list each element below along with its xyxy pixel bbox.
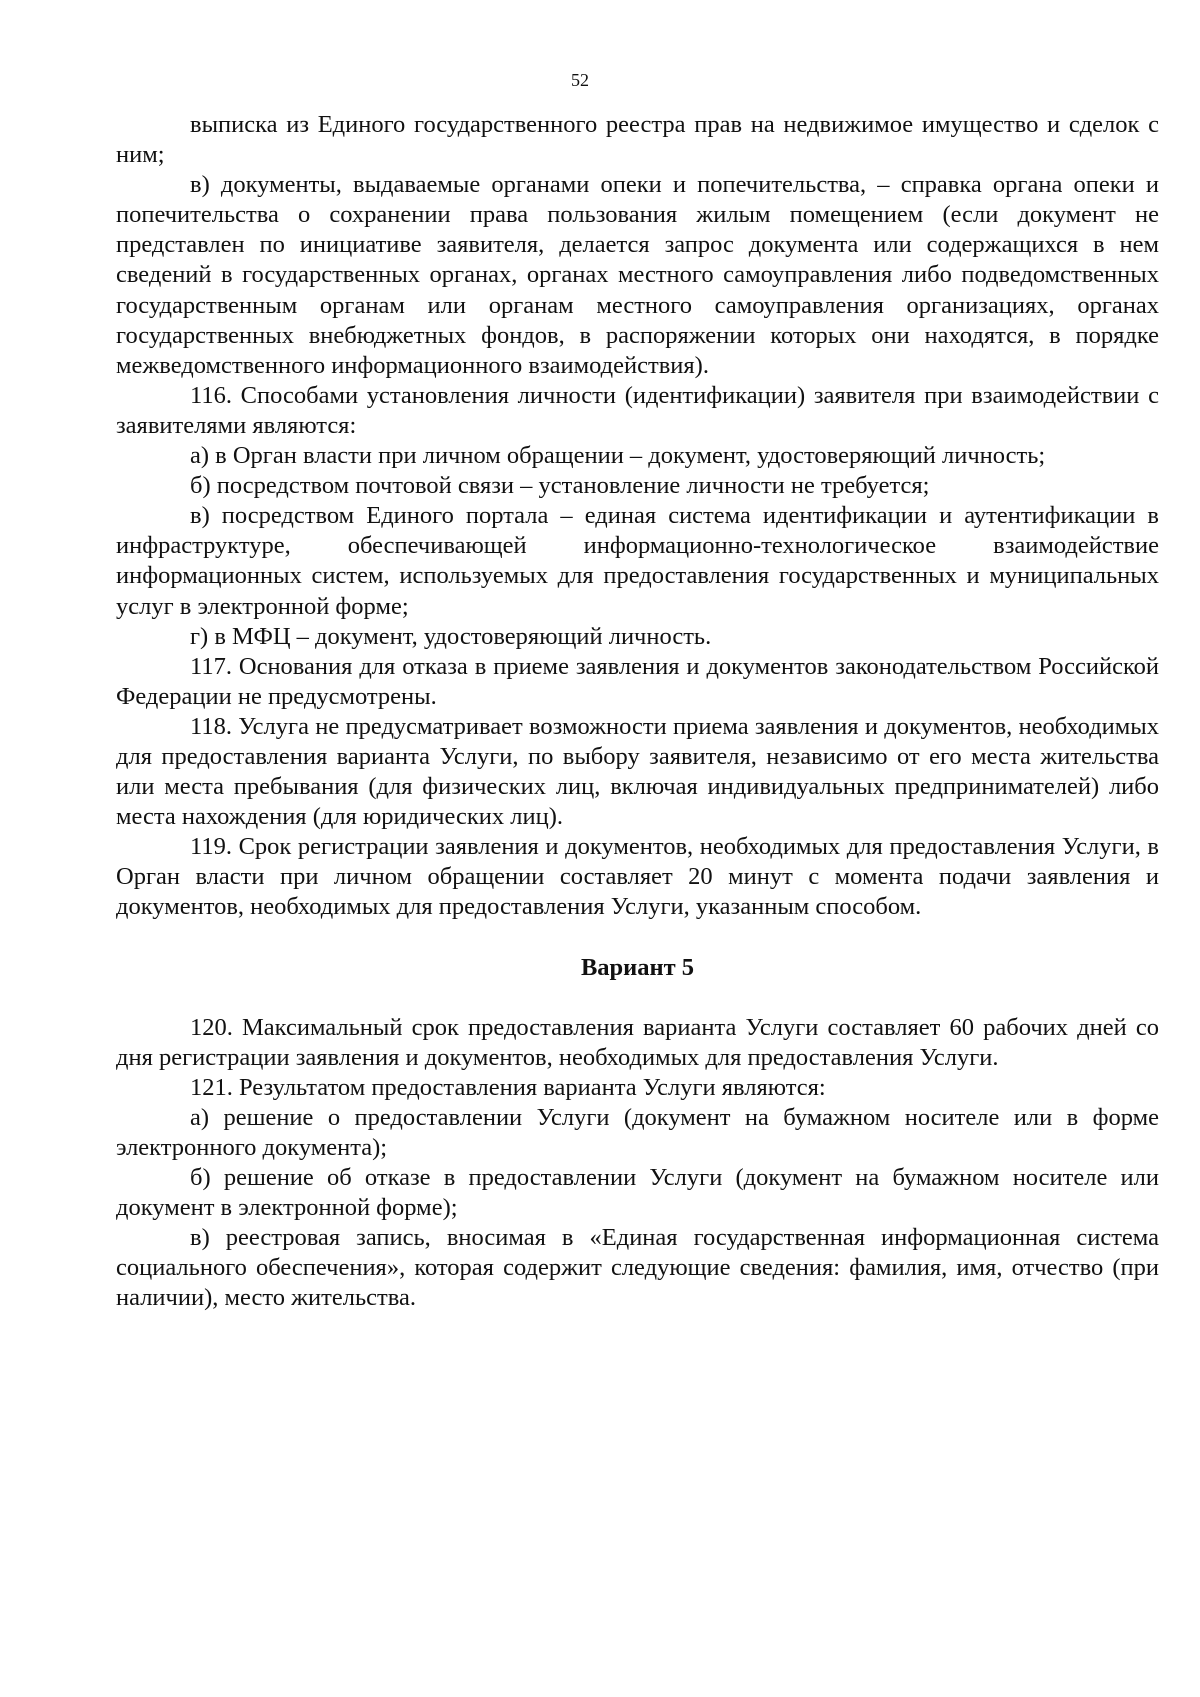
paragraph-116-b: б) посредством почтовой связи – установление личности не требуется; [190, 472, 930, 500]
paragraph-116-g: г) в МФЦ – документ, удостоверяющий личность. [190, 622, 712, 650]
paragraph-121: 121. Результатом предоставления варианта Услуги являются: [190, 1073, 826, 1101]
paragraph-116-v: в) посредством Единого портала – единая система идентификации и аутентификации в инфраструктуре, обеспечивающей информационно-технологическое взаимодействие информационных систем, используемых для предоставления государственных и муниципальных услуг в электронной форме; [116, 502, 1159, 620]
paragraph-121-v: в) реестровая запись, вносимая в «Единая государственная информационная система социального обеспечения», которая содержит следующие сведения: фамилия, имя, отчество (при наличии), место жительства. [116, 1224, 1159, 1312]
paragraph-117: 117. Основания для отказа в приеме заявления и документов законодательством Российской Федерации не предусмотрены. [116, 652, 1159, 710]
paragraph-extract-registry: выписка из Единого государственного реестра прав на недвижимое имущество и сделок с ним; [116, 111, 1159, 169]
paragraph-119: 119. Срок регистрации заявления и документов, необходимых для предоставления Услуги, в Орган власти при личном обращении составляет 20 минут с момента подачи заявления и документов, необходимых для предоставления Услуги, указанным способом. [116, 833, 1159, 921]
paragraph-116-a: а) в Орган власти при личном обращении – документ, удостоверяющий личность; [190, 442, 1046, 470]
paragraph-116: 116. Способами установления личности (идентификации) заявителя при взаимодействии с заявителями являются: [116, 381, 1159, 439]
paragraph-120: 120. Максимальный срок предоставления варианта Услуги составляет 60 рабочих дней со дня регистрации заявления и документов, необходимых для предоставления Услуги. [116, 1013, 1159, 1071]
page-number: 52 [571, 70, 589, 90]
paragraph-guardianship-documents: в) документы, выдаваемые органами опеки и попечительства, – справка органа опеки и попечительства о сохранении права пользования жилым помещением (если документ не представлен по инициативе заявителя, делается запрос документа или содержащихся в нем сведений в государственных органах, органах местного самоуправления либо подведомственных государственным органам или органам местного самоуправления организациях, органах государственных внебюджетных фондов, в распоряжении которых они находятся, в порядке межведомственного информационного взаимодействия). [116, 171, 1159, 379]
paragraph-121-a: а) решение о предоставлении Услуги (документ на бумажном носителе или в форме электронного документа); [116, 1103, 1159, 1161]
document-body [116, 110, 1159, 1314]
section-heading-variant-5: Вариант 5 [580, 953, 695, 981]
paragraph-121-b: б) решение об отказе в предоставлении Услуги (документ на бумажном носителе или документ в электронной форме); [116, 1164, 1159, 1222]
paragraph-118: 118. Услуга не предусматривает возможности приема заявления и документов, необходимых для предоставления варианта Услуги, по выбору заявителя, независимо от его места жительства или места пребывания (для физических лиц, включая индивидуальных предпринимателей) либо места нахождения (для юридических лиц). [116, 712, 1159, 831]
